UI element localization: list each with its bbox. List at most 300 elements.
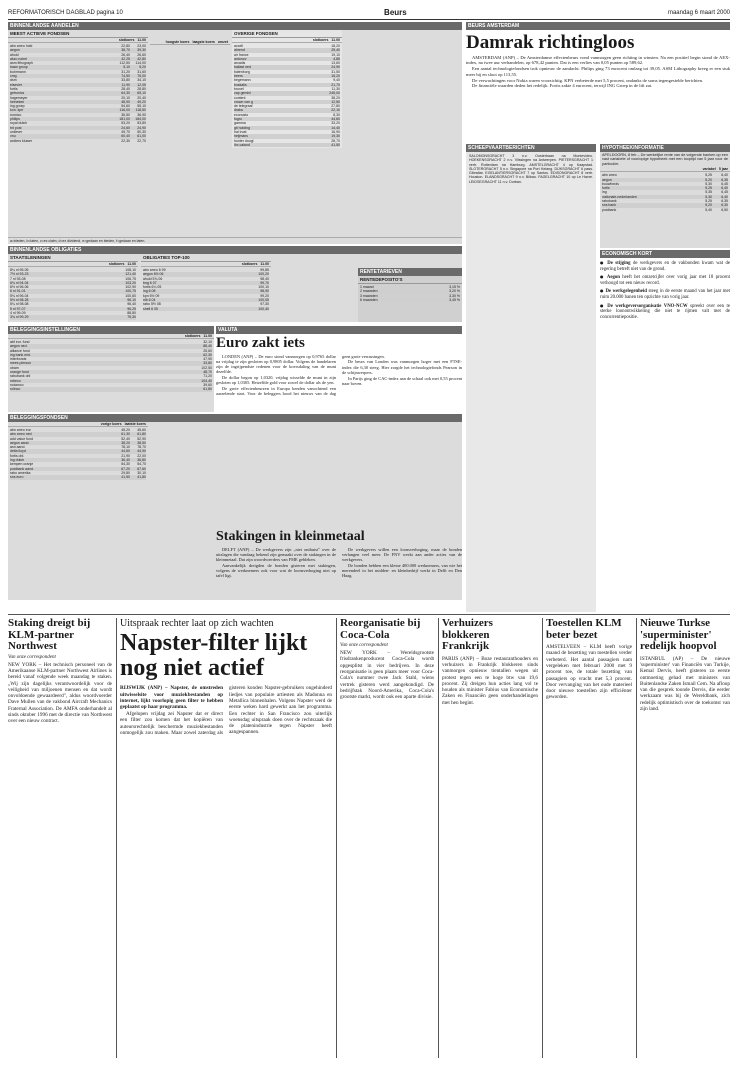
row-label: ahrend: [234, 48, 245, 53]
klm-staking-article: [8, 618, 112, 1058]
row-label: dsm: [10, 78, 17, 83]
row-value: 42,80: [137, 56, 146, 61]
row-value: 181,00: [119, 117, 130, 122]
row-value: 5,25: [705, 173, 712, 178]
kort-item: [600, 274, 730, 286]
row-value: 15,20: [331, 74, 340, 79]
row-label: asm lithograph: [10, 61, 33, 66]
row-value: 102,90: [125, 285, 136, 290]
row-label: postbank aand.: [10, 466, 34, 471]
row-label: alliance fund: [10, 348, 30, 353]
row-label: kpn 6½ 09: [143, 293, 160, 298]
row-value: 5,35: [705, 190, 712, 195]
row-label: fugro: [234, 117, 242, 122]
aandelen-panel: [8, 22, 462, 244]
row-value: 9,40: [333, 78, 340, 83]
table-row: [360, 298, 460, 302]
obligaties-header: BINNENLANDSE OBLIGATIES: [8, 246, 462, 254]
row-value: 22,00: [137, 453, 146, 458]
paragraph: AMSTERDAM (ANP) – De Amsterdamse effectenbeurs vond vanmorgen geen richting in winsten. Na een positief begin stond de AEX-index, na twee uur verhandelen, op 678,42 punten. Dat is een verlies van 0,05 punten op 589,62.: [466, 54, 730, 66]
row-value: 31,20: [121, 69, 130, 74]
row-value: 118,50: [135, 108, 146, 113]
coca-cola-body: NEW YORK – Wereldsgrootste frisdrankenproducent Coca-Cola wordt opgesplitst in vier bedrijven. In deze reorganisatie is geen plaats meer voor Coca-Cola's nummer twee Jack Stahl, wiens vertrek gisteren werd aangekondigd. De bedrijfstak Noord-Amerika, Coca-Cola's grootste markt, wordt ook een aparte divisie.: [340, 650, 434, 701]
rentetarieven-panel: [358, 268, 462, 322]
row-label: 8¼ nl 95-05: [10, 268, 29, 272]
row-label: fortis obl.: [10, 453, 25, 458]
row-value: 61,30: [121, 432, 130, 437]
row-label: 3 maanden: [360, 293, 378, 298]
row-value: 33,80: [203, 361, 212, 366]
table-row: [234, 143, 340, 147]
row-label: aegon: [602, 177, 612, 182]
row-label: fortis: [10, 86, 18, 91]
paragraph: DELFT (ANP) – De werkgevers zijn „niet onthutst" over de uitslagen die vandaag bekend zijn gemaakt over de stakingen in de kleinmetaal. Dat zijn woordvoerders van FME gebleken.: [216, 546, 336, 563]
row-label: arcadis: [234, 61, 246, 66]
row-value: 121,40: [125, 272, 136, 277]
row-label: rodamco: [10, 382, 24, 387]
row-value: 5,40: [705, 207, 712, 212]
economisch-kort-body: [600, 258, 730, 320]
row-label: abn amro: [602, 173, 617, 178]
row-label: interbonds: [10, 357, 27, 362]
rentedeposito-title: RENTEDEPOSITO'S: [358, 276, 462, 284]
row-value: 31,50: [331, 69, 340, 74]
economisch-kort: [600, 250, 730, 612]
napster-lead: RIJSWIJK (ANP) – Napster, de omstreden uitwisselsite voor muziekbestanden op internet, lijkt voorlopig geen filter te hebben geplaatst op haar programma.: [120, 685, 223, 711]
row-value: 99,70: [260, 280, 269, 285]
row-label: buhrmann: [10, 69, 26, 74]
staatsleningen-rows: [8, 267, 138, 321]
row-label: hal trust: [234, 129, 247, 134]
row-label: gti holding: [234, 125, 250, 130]
napster-kicker: Uitspraak rechter laat op zich wachten: [120, 618, 274, 629]
row-value: 96,25: [127, 306, 136, 311]
row-value: 5,25: [705, 199, 712, 203]
row-value: 12,05: [137, 82, 146, 87]
row-value: 20,40: [137, 95, 146, 100]
row-value: 36,50: [121, 112, 130, 117]
paragraph: In Parijs ging de CAC-index aan de schaal ook met 0,55 procent naar boven.: [342, 375, 462, 386]
overige-fondsen-continued: [344, 30, 462, 148]
masthead: [8, 6, 730, 20]
beleggingsfondsen-header: BELEGGINGSFONDSEN: [8, 414, 462, 422]
row-value: 36,80: [137, 458, 146, 463]
paragraph: De financiële waarden deden het redelijk. Fortis zakte 4 eurocent, terwijl ING Groep in de lift zat.: [472, 83, 653, 89]
klm-bezetting-body: AMSTELVEEN – KLM heeft vorige maand de bezetting van toestellen verder verbeterd. Het aantal passagiers nam vergeleken met februari 2000 met 9 procent toe, de totale bezetting van passagiers op vracht met 5,3 procent. Door vervanging van het oude materieel door nieuwe toestellen zijn efficiënter geworden.: [546, 644, 632, 701]
row-label: philips: [10, 117, 20, 122]
row-label: rolinco: [10, 387, 21, 392]
row-value: 99,20: [260, 293, 269, 298]
row-label: sns euro: [10, 475, 24, 480]
row-value: 96,10: [127, 298, 136, 303]
row-label: nationale-nederlanden: [602, 194, 637, 199]
row-value: 6,40: [721, 194, 728, 199]
row-value: 114,00: [135, 61, 146, 66]
row-label: 6½ nl 96-06: [10, 285, 29, 290]
row-value: 38,70: [121, 48, 130, 53]
row-label: vnu: [10, 134, 16, 139]
row-value: 22,70: [137, 138, 146, 143]
row-value: 96,40: [127, 302, 136, 307]
turkse-minister-body: ISTANBUL (AP) – De nieuwe 'superminister' van Financiën van Turkije, Kemal Dervis, heeft gisteren zo eerste ontmoeting gehad met ministers van Buitenlandse Zaken Ismail Cem. Na afloop van die gesprek toonde Dervis, die eerder werkzaam was bij de Wereldbank, zich redelijk optimistisch over de toekomst van zijn land.: [640, 655, 730, 713]
row-value: 24,60: [121, 125, 130, 130]
row-value: 53,80: [137, 121, 146, 126]
table-row: [10, 475, 146, 479]
row-label: beers: [234, 74, 243, 79]
row-value: 88,40: [203, 344, 212, 349]
row-label: 5¾ nl 96-04: [10, 293, 29, 298]
row-value: 6,45: [721, 190, 728, 195]
row-value: 6,40: [721, 173, 728, 178]
row-value: 5,25: [705, 186, 712, 191]
row-value: 44,60: [331, 117, 340, 122]
row-value: 21,90: [121, 453, 130, 458]
row-label: unilever: [10, 129, 23, 134]
row-label: cap gemini: [234, 91, 251, 96]
row-label: aegon ned.: [10, 344, 28, 349]
row-value: 45,20: [121, 428, 130, 432]
row-value: 47,90: [203, 357, 212, 362]
beleggingsinstellingen-rows: [8, 339, 214, 393]
row-label: gamma: [234, 121, 246, 126]
napster-headline: Napster-filter lijkt nog niet actief: [120, 630, 308, 682]
verhuizers-body: PARIJS (ANP) – Boze restauranthouders en verhuizers in Frankrijk blokkeren sinds vanmorgen opnieuw tientallen wegen uit protest tegen een te hoge btw van 19,6 procent. Zij dreigen hun acties lang vol te houden als minister Fabius van Economische Zaken en Financiën geen onderhandelingen met hen begint.: [442, 655, 538, 706]
row-label: 2 maanden: [360, 289, 378, 294]
row-value: 11,30: [331, 86, 340, 91]
row-value: 24,90: [137, 125, 146, 130]
paragraph: De werkgevers willen een loonsverhoging, maar de bonden verlangen veel meer. De FNV werkt aan ander acties van de werkgevers.: [342, 546, 462, 563]
row-label: shell 6 05: [143, 306, 158, 311]
klm-bezetting-headline: Toestellen KLM beter bezet: [546, 618, 622, 641]
row-label: bng 6 07: [143, 280, 157, 285]
row-value: 104,40: [201, 378, 212, 383]
row-label: rabobank obl: [10, 374, 31, 379]
row-value: 71,20: [203, 374, 212, 379]
row-value: 24,90: [331, 65, 340, 70]
row-value: 67,20: [121, 466, 130, 471]
row-label: content: [234, 95, 246, 100]
scheepvaart-panel: [466, 144, 596, 612]
row-value: 36,40: [121, 458, 130, 463]
row-value: 22,10: [331, 108, 340, 113]
masthead-section-title: Beurs: [384, 8, 407, 17]
obligaties-top-rows: [141, 267, 271, 312]
damrak-headline: Damrak richtingloos: [466, 32, 635, 53]
row-label: tnt post: [10, 125, 22, 130]
row-value: 5,20: [705, 177, 712, 182]
row-value: 32,10: [203, 340, 212, 344]
row-value: 6,35: [721, 177, 728, 182]
row-value: 31,60: [137, 69, 146, 74]
row-label: 5 nl 97-07: [10, 306, 26, 311]
valuta-headline: Euro zakt iets: [216, 335, 305, 351]
paragraph: Aanvankelijk dreigden de bonden gisteren met stakingen, volgens de werknemers ook voor wat de loonsverhoging niet op tafel ligt.: [216, 562, 336, 579]
row-label: 4 nl 99-09: [10, 310, 26, 315]
verhuizers-article: [442, 618, 538, 1058]
row-value: 44,60: [121, 449, 130, 454]
row-label: 7 nl 93-08: [10, 276, 26, 281]
bullet-icon: ●: [600, 274, 607, 280]
row-value: 67,60: [137, 466, 146, 471]
row-value: 5,30: [705, 194, 712, 199]
table-row: [143, 307, 269, 311]
row-label: abn amro ned: [10, 432, 32, 437]
row-label: ing 6 08: [143, 289, 156, 294]
row-label: asn aand.: [10, 445, 26, 450]
row-value: 54,70: [137, 462, 146, 467]
row-value: 54,30: [121, 462, 130, 467]
row-label: ing groep: [10, 104, 25, 109]
masthead-page-label: REFORMATORISCH DAGBLAD pagina 10: [8, 9, 123, 16]
staatsleningen-title: STAATSLENINGEN: [8, 254, 138, 262]
row-label: ing dutch: [10, 458, 25, 463]
economisch-kort-header: ECONOMISCH KORT: [600, 250, 730, 258]
row-value: 78,70: [137, 445, 146, 450]
napster-body-columns: [120, 685, 332, 736]
row-value: 38,20: [121, 440, 130, 445]
beleggingsfondsen-rows: [8, 427, 148, 481]
row-label: 6¾ nl 94-04: [10, 280, 29, 285]
klm-bezetting-article: [546, 618, 632, 1058]
actieve-fondsen-block: [8, 30, 148, 148]
row-value: 53,20: [121, 121, 130, 126]
row-value: 44,90: [137, 449, 146, 454]
row-value: 61,80: [203, 387, 212, 392]
row-value: 98,40: [260, 276, 269, 281]
row-value: 52,90: [137, 436, 146, 441]
bullet-icon: ●: [600, 302, 608, 308]
overige-fondsen-rows: [232, 43, 342, 148]
scheepvaart-header: SCHEEPVAARTBERICHTEN: [466, 144, 596, 152]
row-value: 62,30: [203, 352, 212, 357]
kort-item-lead: Aegon: [606, 275, 620, 281]
row-label: hagemeyer: [10, 95, 28, 100]
row-value: 55,10: [137, 104, 146, 109]
paragraph: Een aantal technologiefondsen trok opnieuw de aandacht. Philips ging 73 eurocent omlaag tot 39,05. ASM Lithography kreeg er een stuk meer bij en sloot op 113,55.: [466, 66, 730, 77]
row-value: 12,50: [331, 99, 340, 104]
row-label: mees pierson: [10, 361, 32, 366]
row-value: 116,00: [119, 108, 130, 113]
row-label: 3¾ nl 99-29: [10, 315, 29, 320]
stakingen-body: [216, 547, 462, 579]
row-label: 6 maanden: [360, 297, 378, 302]
damrak-body: [466, 55, 730, 89]
row-value: 13,60: [331, 61, 340, 66]
row-value: 78,10: [121, 445, 130, 450]
table-row: [10, 315, 136, 319]
row-value: 3,20 %: [449, 289, 460, 294]
row-label: kon. kpn: [10, 108, 24, 113]
klm-staking-headline: Staking dreigt bij KLM-partner Northwest: [8, 618, 91, 653]
row-value: 28,40: [121, 86, 130, 91]
kort-item-lead: De werkgeversorganisatie VNO-NCW: [607, 303, 688, 309]
row-label: aegon 6½ 06: [143, 272, 164, 277]
row-label: ballast ned: [234, 65, 251, 70]
row-label: brunel: [234, 86, 244, 91]
row-label: 5½ nl 98-28: [10, 298, 29, 303]
row-value: 61,00: [137, 134, 146, 139]
valuta-body: [216, 354, 462, 397]
aandelen-header: BINNENLANDSE AANDELEN: [8, 22, 462, 30]
row-value: 6,35: [721, 199, 728, 203]
row-value: 75,00: [137, 74, 146, 79]
row-label: wolters kluwer: [10, 138, 33, 143]
row-value: 61,80: [137, 432, 146, 437]
row-value: 29,80: [121, 470, 130, 475]
row-value: 42,25: [121, 56, 130, 61]
row-value: 98,90: [260, 289, 269, 294]
row-label: obam: [10, 365, 19, 370]
hypotheek-rows: [600, 172, 730, 213]
kort-item-text: heeft het omzetcijfer over vorig jaar met 18 procent verhoogd tot een nieuw record.: [600, 275, 730, 286]
overige-fondsen-block: OVERIGE FONDSEN slotkoers 11.00 accell 18,20 ahrend 25,40 air france 19,10 antonov 4,85 arcadis 13,60 ballast ned 24,90 batenburg 31,50 beers 15,20 begemann 9,40 boskalis 21,70 brunel 11,30 cap gemini 245,00 content 38,20 crown van g 12,50 de telegraaf 27,80 draka 22,10 econosto 8,30 fugro 44,60 gamma 33,20 gti holding 14,40 hal trust 16,90 heijmans 19,30 hunter dougl 28,70 ihc caland 41,50: [234, 31, 340, 147]
row-value: 52,40: [121, 436, 130, 441]
row-label: bouwfonds: [602, 181, 619, 186]
row-value: 25,40: [331, 48, 340, 53]
damrak-article: [466, 22, 730, 142]
aandelen-footnote: a=bieden, b=laten, c=ex claim, d=ex dividend, e=gedaan en bieden, f=gedaan en laten.: [8, 237, 462, 244]
row-label: ing: [602, 190, 607, 195]
actieve-fondsen-extra: hoogste koers laagste koers omzet: [150, 30, 230, 148]
row-label: rabo amerika: [10, 470, 31, 475]
overige-fondsen-title: OVERIGE FONDSEN: [232, 30, 342, 38]
row-value: 100,05: [258, 298, 269, 303]
row-label: delta lloyd: [10, 449, 26, 454]
paragraph: De grote effectenbeurzen in Europa kenden vanochtend een aarzelende start. Voor de beleggers bood het nieuws van de dag geen grote verrassingen.: [216, 353, 385, 397]
row-value: 49,20: [137, 99, 146, 104]
row-value: 5,20: [705, 203, 712, 208]
hypotheek-intro: APELDOORN, 8 feb – De werkelijke rente van de volgende banken op een vast variabele of voorlopige hypotheek met een looptijd van 5 jaar voor de particulier.: [602, 153, 729, 166]
row-value: 4,85: [333, 56, 340, 61]
row-value: 245,00: [329, 91, 340, 96]
row-value: 100,20: [258, 272, 269, 277]
obligaties-top-title: OBLIGATIES TOP-100: [141, 254, 271, 262]
row-label: heineken: [10, 99, 25, 104]
row-value: 26,60: [137, 52, 146, 57]
row-label: numico: [10, 112, 22, 117]
row-value: 3,30 %: [449, 293, 460, 298]
row-value: 5,30: [705, 181, 712, 186]
row-value: 3,15 %: [449, 285, 460, 289]
row-label: fortis: [602, 186, 610, 191]
row-label: abn amro eur: [10, 428, 31, 432]
klm-staking-body: NEW YORK – Het technisch personeel van de Amerikaanse KLM-partner Northwest Airlines is bereid vanaf volgende week maandag te staken. „Wij zijn dagelijks verantwoordelijk voor de veiligheid van miljoenen mensen en dat wordt onvoldoende gewaardeerd", aldus woordvoerder Dave Mullen van de vakbond Aircraft Mechanics Fraternal Association. De AMFA onderhandelt al sinds oktober 1996 met de directie van Northwest over een nieuw contract.: [8, 661, 112, 725]
row-value: 65,10: [137, 91, 146, 96]
row-label: aegon: [10, 48, 20, 53]
stakingen-article: [216, 530, 462, 610]
obligaties-top-block: OBLIGATIES TOP-100 slotkoers 11.00 abn amro 6 99 99,85 aegon 6½ 06 100,20 ahold 5¾ 06 98,40 bng 6 07 99,70 fortis 6¼ 05 100,10 ing 6 08 98,90 kpn 6½ 09 99,20 nib 6 04 100,05 rabo 5½ 08 97,30 shell 6 05 100,40: [143, 255, 269, 311]
rentetarieven-header: RENTETARIEVEN: [358, 268, 462, 276]
row-value: 97,30: [260, 302, 269, 307]
row-value: 88,80: [127, 310, 136, 315]
row-label: postbank: [602, 207, 617, 212]
row-label: ahold 5¾ 06: [143, 276, 163, 281]
beleggingsinstellingen-header: BELEGGINGSINSTELLINGEN: [8, 326, 214, 334]
paragraph: LONDEN (ANP) – De euro stond vanmorgen op 0,9765 dollar na vrijdag te zijn gesloten op 0,9805 dollar. Volgens de handelaren zijn de ingrijpendste redenen voor de koersdaling van de munt dezelfde.: [216, 353, 336, 375]
row-label: cmg: [10, 74, 17, 79]
row-value: 19,30: [331, 134, 340, 139]
row-label: getronics: [10, 91, 25, 96]
row-value: 22,80: [121, 44, 130, 48]
row-label: baan group: [10, 65, 28, 70]
rentetarieven-rows: [358, 284, 462, 303]
row-value: 6,50: [721, 207, 728, 212]
row-value: 41,50: [121, 475, 130, 480]
row-label: draka: [234, 108, 243, 113]
table-row: [602, 208, 728, 212]
row-value: 3,45 %: [449, 297, 460, 302]
row-value: 21,70: [331, 82, 340, 87]
row-value: 184,00: [135, 117, 146, 122]
kort-item-lead: De werkgelegenheid: [605, 289, 647, 295]
row-value: 108,10: [125, 268, 136, 272]
row-value: 45,60: [137, 428, 146, 432]
row-value: 74,50: [121, 74, 130, 79]
row-label: boskalis: [234, 82, 247, 87]
kort-item-text: de werkgevers en de vakbonden kwam wat de regering betreft niet van de grond.: [600, 261, 730, 272]
row-label: royal dutch: [10, 121, 28, 126]
row-value: 41,50: [331, 142, 340, 147]
row-value: 19,10: [331, 52, 340, 57]
masthead-date: maandag 6 maart 2000: [667, 9, 730, 16]
row-value: 38,50: [137, 440, 146, 445]
row-value: 23,00: [137, 44, 146, 48]
row-value: 6,45: [721, 181, 728, 186]
row-label: begemann: [234, 78, 251, 83]
row-label: abn amro hold: [10, 44, 33, 48]
row-value: 49,70: [121, 129, 130, 134]
row-label: abf eur. fund: [10, 340, 30, 344]
actieve-fondsen-colhead: slotkoers 11.00: [8, 38, 148, 43]
coca-cola-article: [340, 618, 434, 1058]
klm-staking-byline: Van onze correspondent: [8, 654, 56, 660]
row-value: 112,50: [119, 61, 130, 66]
row-label: kempen oranje: [10, 462, 34, 467]
actieve-fondsen-title: MEEST ACTIEVE FONDSEN: [8, 30, 148, 38]
row-value: 5,10: [123, 65, 130, 70]
kort-item: [600, 260, 730, 272]
row-value: 100,60: [125, 293, 136, 298]
row-label: elsevier: [10, 82, 23, 87]
row-label: air france: [234, 52, 249, 57]
table-row: [10, 387, 212, 391]
row-label: abn amro 6 99: [143, 268, 166, 272]
row-value: 14,40: [331, 125, 340, 130]
verhuizers-headline: Verhuizers blokkeren Frankrijk: [442, 618, 493, 653]
coca-cola-headline: Reorganisatie bij Coca-Cola: [340, 618, 421, 641]
valuta-header: VALUTA: [216, 326, 462, 334]
row-value: 6,30: [721, 203, 728, 208]
row-label: add value fund: [10, 436, 33, 441]
row-label: de telegraaf: [234, 104, 253, 109]
row-label: econosto: [234, 112, 249, 117]
row-label: hunter dougl: [234, 138, 254, 143]
stakingen-headline: Stakingen in kleinmetaal: [216, 530, 365, 544]
row-value: 26,40: [121, 52, 130, 57]
kort-item: [600, 288, 730, 300]
row-value: 38,20: [331, 95, 340, 100]
row-label: crown van g: [234, 99, 253, 104]
damrak-header: BEURS AMSTERDAM: [466, 22, 730, 30]
row-value: 8,30: [333, 112, 340, 117]
row-label: orange fund: [10, 370, 29, 375]
paragraph: De beurs van Londen was vanmorgen hoger met een FTSE-index die 6,30 steeg. Hier zorgde het technologiefonds Pearson in de schijnwerpers.: [342, 359, 462, 375]
row-value: 102,50: [201, 365, 212, 370]
napster-body: Afgelopen vrijdag zei Napster dat er direct een filter zou komen dat het kopiëren van auteursrechtelijk beschermde muziekbestanden onmogelijk zou maken. Maar zowel zaterdag als gisteren konden Napster-gebruikers ongehinderd liedjes van populaire artiesten als Madonna en Metallica binnenhalen. Volgens Napster werd de eerste weken hard gewerkt aan het programma. Een rechter in San Francisco zou uiterlijk woensdag uitspraak doen over de rechtszaak die de platenindustrie tegen Napster heeft aangespannen.: [120, 685, 332, 736]
paragraph: De dollar begon op 1,0320, vrijdag wisselde de munt in zijn gesloten op 1,0305. Hetzelfde gold voor zowel de dollar als de yen.: [216, 375, 336, 386]
row-value: 41,80: [137, 475, 146, 480]
row-label: robeco: [10, 378, 21, 383]
